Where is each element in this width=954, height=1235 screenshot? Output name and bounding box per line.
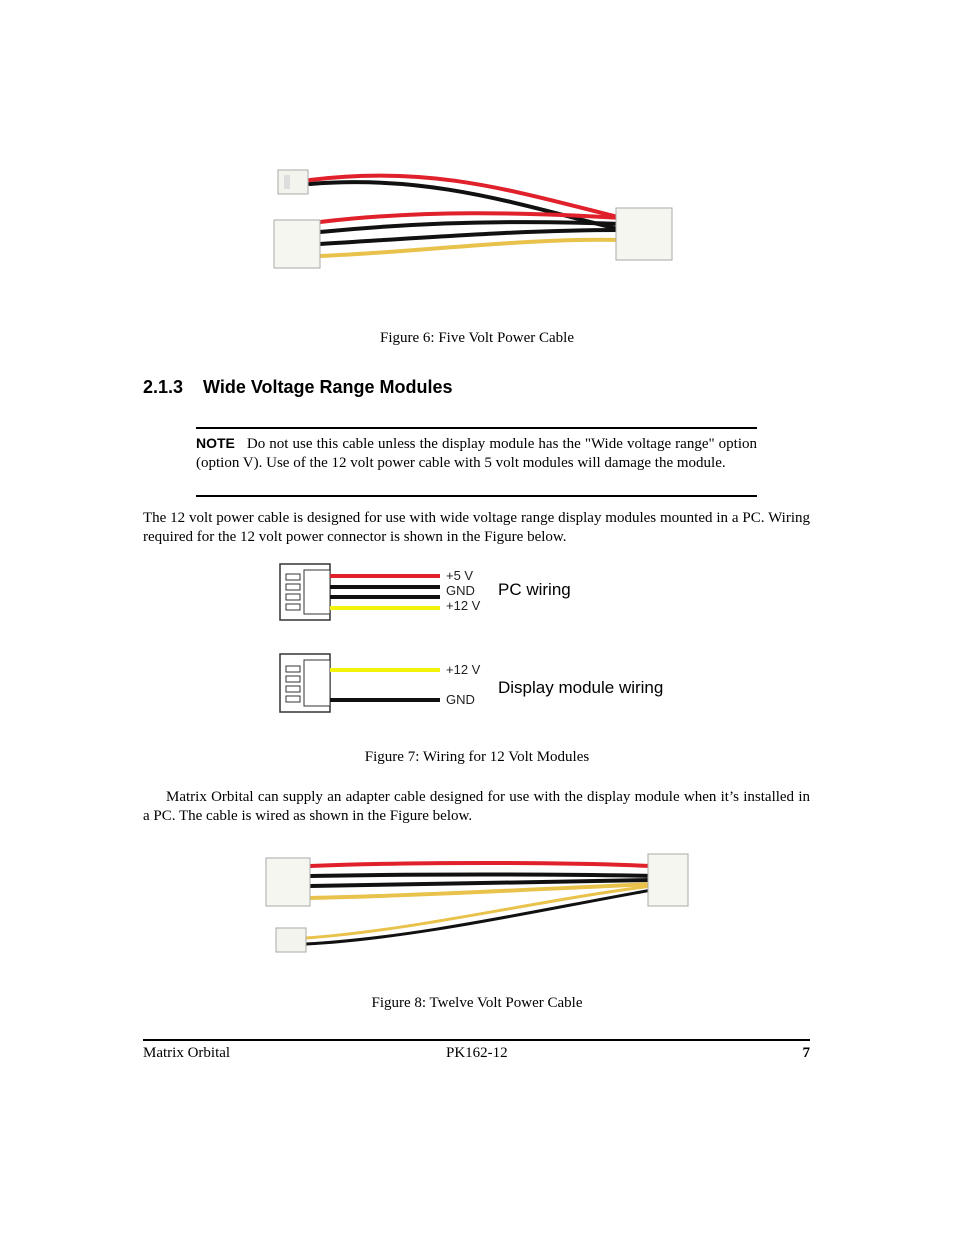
- note-label: NOTE: [196, 435, 235, 451]
- figure-7-caption: Figure 7: Wiring for 12 Volt Modules: [364, 749, 590, 765]
- pc-wiring-title: PC wiring: [498, 580, 571, 599]
- pc-label-gnd: GND: [446, 583, 475, 598]
- footer-company: Matrix Orbital: [143, 1045, 231, 1061]
- twelve-volt-cable-image: [258, 848, 708, 960]
- display-label-12v: +12 V: [446, 662, 481, 677]
- footer-rule: [143, 1039, 810, 1041]
- pc-wire-labels: [446, 568, 480, 613]
- section-heading: [143, 377, 453, 398]
- display-wiring-title: Display module wiring: [498, 678, 664, 697]
- paragraph-adapter-cable: Matrix Orbital can supply an adapter cable designed for use with the display module when it’s installed in a PC. The cable is wired as shown in the Figure below.: [143, 789, 810, 824]
- note-text: Do not use this cable unless the display module has the "Wide voltage range" option (option V). Use of the 12 volt power cable with 5 volt modules will damage the module.: [196, 436, 757, 471]
- section-number: 2.1.3: [143, 377, 184, 397]
- display-label-gnd: GND: [446, 692, 475, 707]
- pc-label-5v: +5 V: [446, 568, 474, 583]
- pc-label-12v: +12 V: [446, 598, 481, 613]
- footer-model: PK162-12: [446, 1045, 508, 1061]
- figure-8-caption: Figure 8: Twelve Volt Power Cable: [371, 995, 583, 1011]
- wiring-diagram: [278, 560, 698, 720]
- note-top-rule: [196, 427, 757, 429]
- footer-page-number: 7: [802, 1045, 810, 1061]
- paragraph-12v-cable: The 12 volt power cable is designed for use with wide voltage range display modules mounted in a PC. Wiring required for the 12 volt power connector is shown in the Figure below.: [143, 510, 810, 545]
- figure-6-caption: Figure 6: Five Volt Power Cable: [379, 330, 575, 346]
- five-volt-cable-image: [270, 160, 680, 275]
- note-bottom-rule: [196, 495, 757, 497]
- note-box: [196, 434, 757, 473]
- section-title: Wide Voltage Range Modules: [203, 377, 453, 397]
